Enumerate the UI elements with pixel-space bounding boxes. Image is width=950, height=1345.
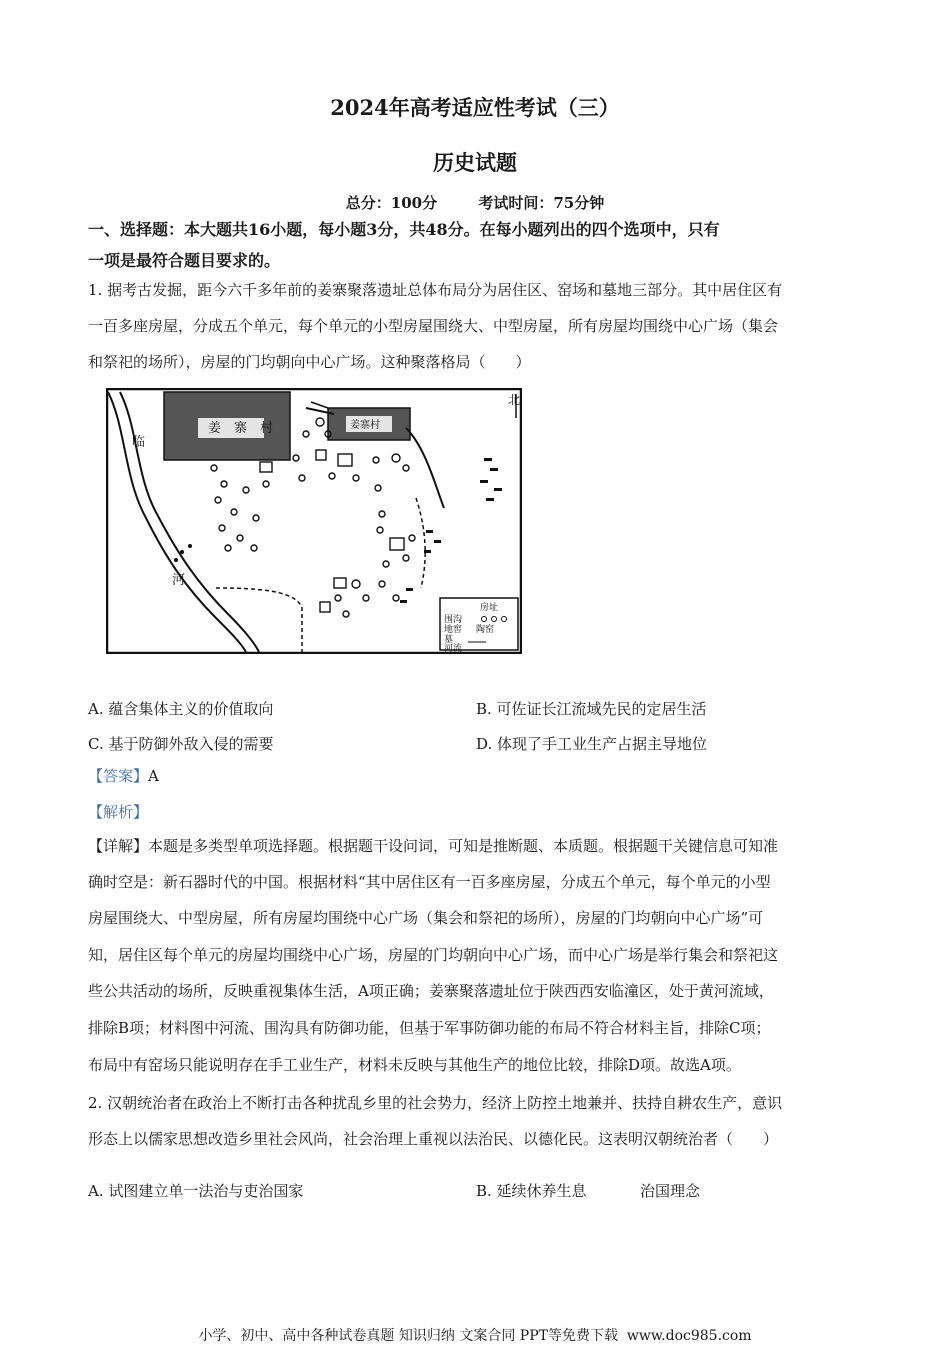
q2-stem-line1: 2. 汉朝统治者在政治上不断打击各种扰乱乡里的社会势力，经济上防控土地兼并、扶持自耕农生产，意识: [88, 1094, 783, 1112]
footer-url[interactable]: www.doc985.com: [626, 1328, 752, 1344]
q1-stem-line1: 1. 据考古发掘，距今六千多年前的姜寨聚落遗址总体布局分为居住区、窑场和墓地三部分。其中居住区有: [88, 281, 783, 299]
total-score: 总分：100分: [345, 194, 438, 212]
q1-detail-line6: 排除B项；材料图中河流、围沟具有防御功能，但基于军事防御功能的布局不符合材料主旨，排除C项；: [88, 1019, 771, 1037]
q1-analysis-label: 【解析】: [88, 803, 149, 821]
section-heading-line2: 一项是最符合题目要求的。: [88, 251, 281, 270]
legend-cellar: 地窖: [444, 625, 463, 635]
legend-tomb: 墓: [444, 635, 454, 645]
q1-detail-line2: 确时空是：新石器时代的中国。根据材料“其中居住区有一百多座房屋，分成五个单元，每个单元的小型: [88, 873, 771, 891]
q1-detail-line1: [88, 838, 863, 855]
q1-detail-line3: 房屋围绕大、中型房屋，所有房屋均围绕中心广场（集会和祭祀的场所），房屋的门均朝向中心广场”可: [88, 909, 764, 927]
map-north-label: 北: [508, 393, 521, 407]
map-river-char-1: 临: [132, 435, 146, 450]
q1-detail-line4: 知，居住区每个单元的房屋均围绕中心广场，房屋的门均朝向中心广场，而中心广场是举行集会和祭祀这: [88, 946, 779, 964]
exam-time: 考试时间：75分钟: [478, 194, 605, 212]
q1-answer: [88, 768, 863, 785]
q1-option-d: D. 体现了手工业生产占据主导地位: [476, 735, 708, 753]
q1-option-c: C. 基于防御外敌入侵的需要: [88, 735, 274, 753]
detail-label: 【详解】: [88, 837, 149, 855]
page-footer: [0, 1325, 950, 1345]
q1-stem-line2: 一百多座房屋，分成五个单元，每个单元的小型房屋围绕大、中型房屋，所有房屋均围绕中心广场（集会: [88, 317, 779, 335]
map-svg: [106, 388, 522, 654]
q1-detail-line5: 些公共活动的场所，反映重视集体生活，A项正确；姜寨聚落遗址位于陕西西安临潼区，处于黄河流域，: [88, 982, 774, 1000]
q1-stem-line3: 和祭祀的场所），房屋的门均朝向中心广场。这种聚落格局（ ）: [88, 353, 531, 371]
exam-subtitle: 历史试题: [433, 150, 517, 175]
legend-kiln: 陶窑: [476, 625, 495, 635]
q2-option-b-part1: B. 延续休养生息: [476, 1182, 587, 1200]
answer-label: 【答案】: [88, 767, 149, 785]
detail-text-1: 本题是多类型单项选择题。根据题干设问词，可知是推断题、本质题。根据题干关键信息可知准: [148, 837, 779, 855]
q1-option-b: B. 可佐证长江流域先民的定居生活: [476, 700, 707, 718]
exam-title: 2024年高考适应性考试（三）: [330, 95, 620, 120]
q1-option-a: A. 蕴含集体主义的价值取向: [88, 700, 274, 718]
q1-detail-line7: 布局中有窑场只能说明存在手工业生产，材料未反映与其他生产的地位比较，排除D项。故选A项。: [88, 1056, 741, 1074]
answer-value: A: [148, 767, 159, 785]
exam-meta: [0, 192, 950, 213]
legend-house: 房址: [480, 603, 499, 613]
map-village-label-1: 姜 寨 村: [208, 421, 274, 436]
legend-river: 河流: [444, 644, 463, 654]
jiangzhai-site-map: [106, 388, 522, 654]
map-village-label-2: 姜寨村: [350, 420, 380, 431]
footer-text: 小学、初中、高中各种试卷真题 知识归纳 文案合同 PPT等免费下载: [198, 1328, 618, 1344]
q2-option-b-part2: 治国理念: [640, 1182, 701, 1200]
section-heading-line1: 一、选择题：本大题共16小题，每小题3分，共48分。在每小题列出的四个选项中，只有: [88, 220, 720, 239]
map-river-char-2: 河: [172, 573, 186, 588]
legend-ditch: 围沟: [444, 615, 463, 625]
q2-stem-line2: 形态上以儒家思想改造乡里社会风尚，社会治理上重视以法治民、以德化民。这表明汉朝统治者（ ）: [88, 1130, 779, 1148]
q2-option-a: A. 试图建立单一法治与吏治国家: [88, 1182, 304, 1200]
